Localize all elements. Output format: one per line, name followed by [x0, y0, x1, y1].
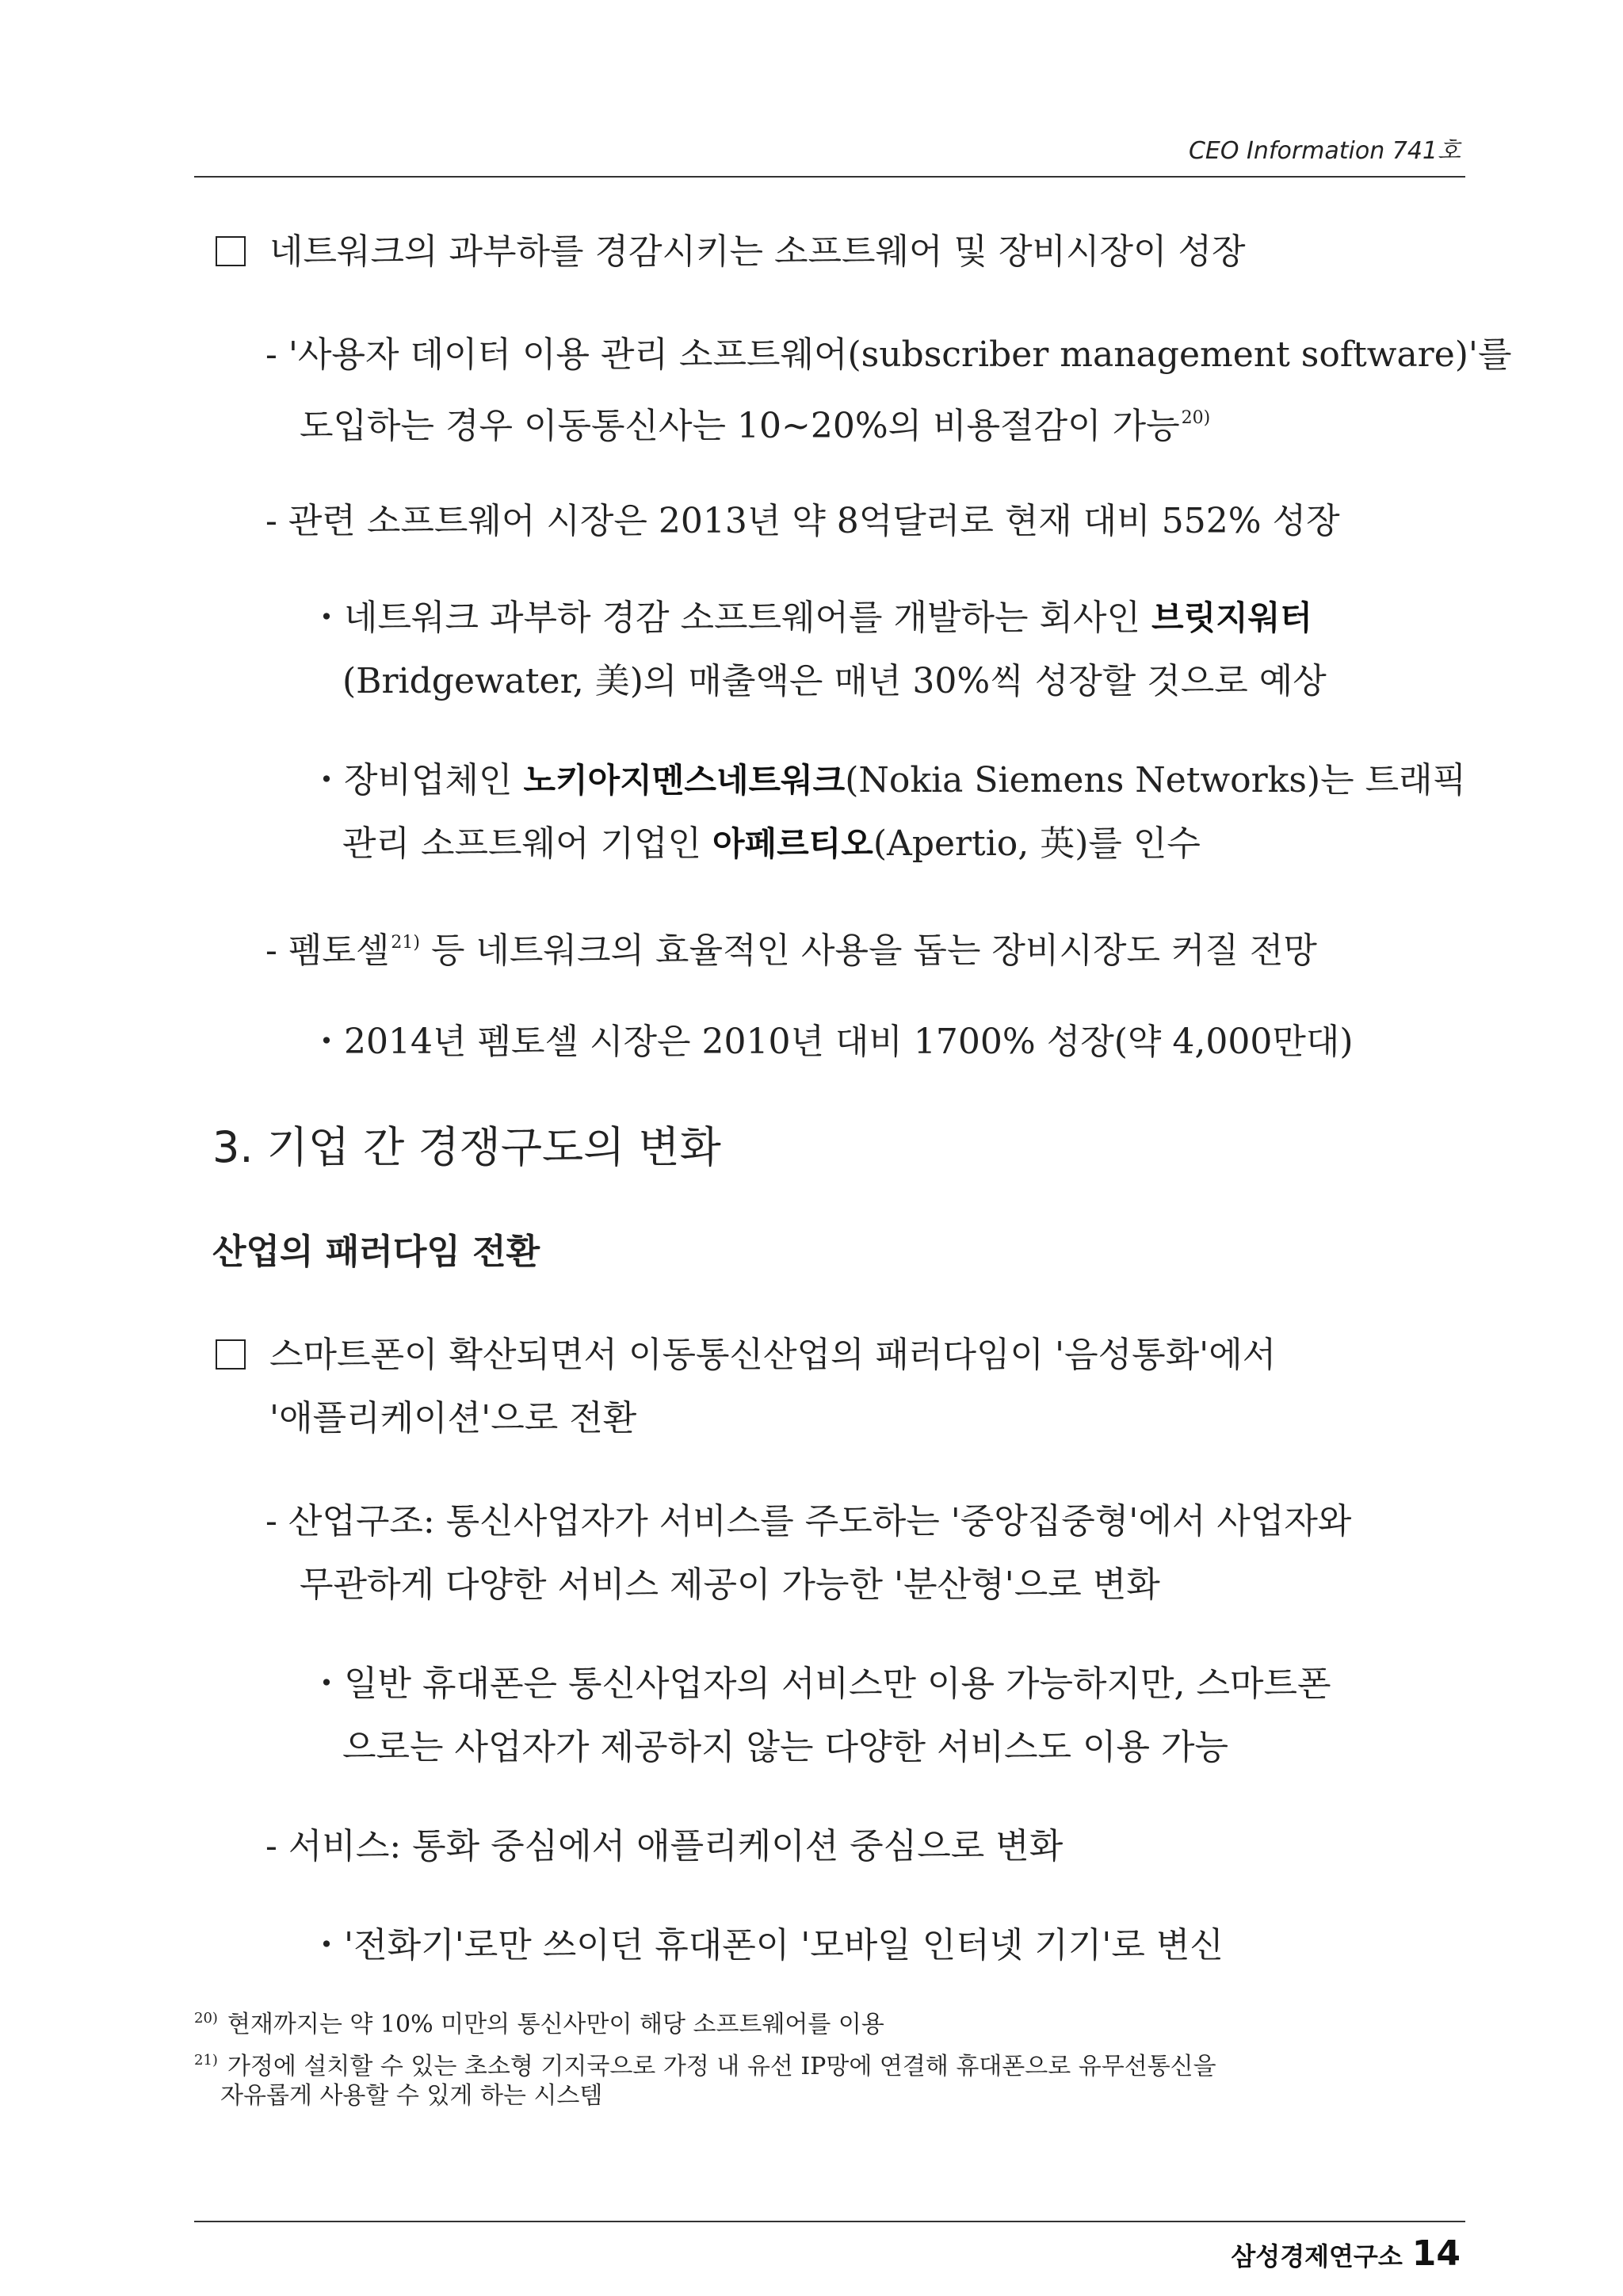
bullet-paradigm-line2: '애플리케이션'으로 전환: [269, 1398, 637, 1438]
dash-service: - 서비스: 통화 중심에서 애플리케이션 중심으로 변화: [265, 1826, 1064, 1866]
bullet-paradigm-line1: 스마트폰이 확산되면서 이동통신산업의 패러다임이 '음성통화'에서: [216, 1331, 1276, 1379]
dot-bridgewater-line2: (Bridgewater, 美)의 매출액은 매년 30%씩 성장할 것으로 예상: [342, 661, 1327, 701]
company-bridgewater: 브릿지워터: [1151, 598, 1312, 637]
company-apertio: 아페르티오: [712, 824, 873, 863]
footer-rule: [194, 2221, 1465, 2222]
dot-nokia-line1: ・장비업체인 노키아지멘스네트워크(Nokia Siemens Networks)는 트래픽: [309, 760, 1467, 800]
dot-bridgewater-line1: ・네트워크 과부하 경감 소프트웨어를 개발하는 회사인 브릿지워터: [309, 598, 1312, 638]
section-subheading: 산업의 패러다임 전환: [212, 1232, 540, 1272]
dot-femtocell-market: ・2014년 펨토셀 시장은 2010년 대비 1700% 성장(약 4,000만대): [309, 1022, 1354, 1062]
dash-industry-structure-line2: 무관하게 다양한 서비스 제공이 가능한 '분산형'으로 변화: [300, 1564, 1160, 1605]
dash-industry-structure-line1: - 산업구조: 통신사업자가 서비스를 주도하는 '중앙집중형'에서 사업자와: [265, 1501, 1352, 1541]
dot-smartphone-line1: ・일반 휴대폰은 통신사업자의 서비스만 이용 가능하지만, 스마트폰: [309, 1664, 1331, 1704]
square-bullet-icon: [216, 236, 246, 266]
dot-smartphone-line2: 으로는 사업자가 제공하지 않는 다양한 서비스도 이용 가능: [342, 1727, 1228, 1767]
footnote-ref-21: 21): [391, 933, 420, 953]
page-footer: [1231, 2233, 1461, 2274]
header-rule: [194, 176, 1465, 178]
footnote-ref-20: 20): [1181, 408, 1211, 428]
footer-org: 삼성경제연구소: [1231, 2241, 1403, 2271]
company-nokia-siemens: 노키아지멘스네트워크: [523, 761, 846, 800]
dot-mobile-internet: ・'전화기'로만 쓰이던 휴대폰이 '모바일 인터넷 기기'로 변신: [309, 1925, 1224, 1966]
square-bullet-icon: [216, 1339, 246, 1370]
header-title: CEO Information 741호: [1188, 137, 1461, 165]
bullet-network-overload: 네트워크의 과부하를 경감시키는 소프트웨어 및 장비시장이 성장: [216, 228, 1246, 276]
dash-femtocell: - 펨토셀$^{21)}$ 등 네트워크의 효율적인 사용을 돕는 장비시장도 커질 전망: [265, 930, 1317, 971]
dash-subscriber-software-line2: 도입하는 경우 이동통신사는 10~20%의 비용절감이 가능$^{20)}$: [300, 406, 1211, 446]
footnote-20: $^{20)}$ 현재까지는 약 10% 미만의 통신사만이 해당 소프트웨어를 이용: [194, 2010, 884, 2038]
footnote-21-line1: $^{21)}$ 가정에 설치할 수 있는 초소형 기지국으로 가정 내 유선 IP망에 연결해 휴대폰으로 유무선통신을: [194, 2052, 1216, 2080]
dot-nokia-line2: 관리 소프트웨어 기업인 아페르티오(Apertio, 英)를 인수: [342, 823, 1201, 864]
footnote-21-line2: 자유롭게 사용할 수 있게 하는 시스템: [220, 2082, 603, 2110]
section-heading: 3. 기업 간 경쟁구도의 변화: [212, 1122, 721, 1172]
dash-software-market: - 관련 소프트웨어 시장은 2013년 약 8억달러로 현재 대비 552% 성장: [265, 501, 1340, 541]
page-number: 14: [1411, 2233, 1461, 2274]
dash-subscriber-software-line1: - '사용자 데이터 이용 관리 소프트웨어(subscriber management software)'를: [265, 334, 1512, 375]
